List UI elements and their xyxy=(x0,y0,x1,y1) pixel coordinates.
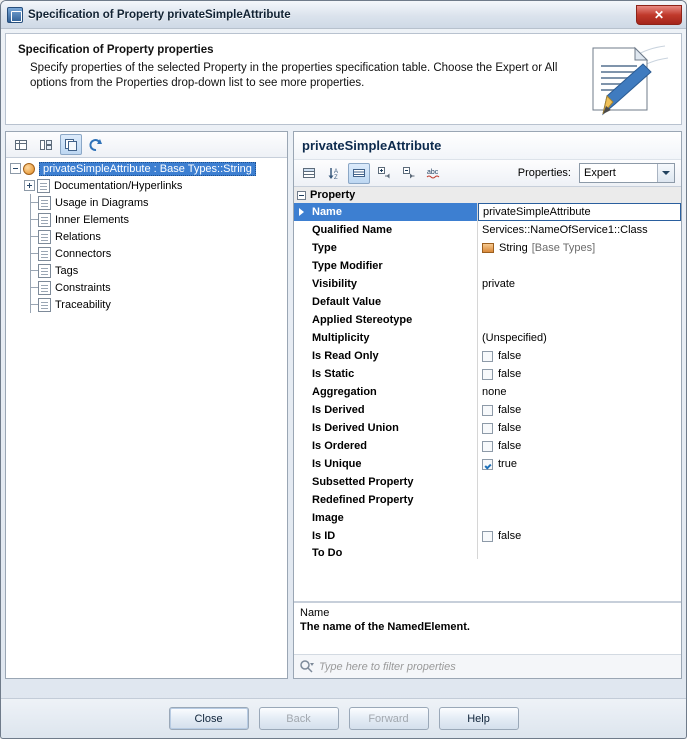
table-row[interactable] xyxy=(294,221,681,239)
property-value-type-modifier[interactable] xyxy=(478,257,681,275)
property-value-is-ordered[interactable] xyxy=(478,437,681,455)
table-row[interactable] xyxy=(294,257,681,275)
document-icon xyxy=(38,247,51,261)
property-name: Image xyxy=(312,512,344,524)
property-name: Visibility xyxy=(312,278,358,290)
table-row[interactable] xyxy=(294,509,681,527)
tree-item-documentation-hyperlinks[interactable] xyxy=(8,177,287,194)
filter-search-icon[interactable] xyxy=(299,659,315,675)
property-name: Type xyxy=(312,242,337,254)
table-row[interactable] xyxy=(294,329,681,347)
properties-pane xyxy=(293,131,682,679)
property-value-visibility[interactable]: private xyxy=(482,278,516,290)
checkbox-is-read-only[interactable] xyxy=(482,351,493,362)
table-row[interactable] xyxy=(294,383,681,401)
table-row[interactable] xyxy=(294,311,681,329)
table-group-label: Property xyxy=(310,189,356,201)
property-name: Is ID xyxy=(312,530,336,542)
property-value-is-unique[interactable] xyxy=(478,455,681,473)
app-icon xyxy=(7,7,23,23)
table-row[interactable] xyxy=(294,437,681,455)
copy-icon[interactable] xyxy=(60,134,82,155)
checkbox-label: false xyxy=(498,440,522,452)
property-name: Type Modifier xyxy=(312,260,383,272)
document-pencil-icon xyxy=(573,44,669,118)
checkbox-label: false xyxy=(498,530,522,542)
property-value-image[interactable] xyxy=(478,509,681,527)
expander-icon[interactable] xyxy=(10,163,21,174)
properties-toolbar xyxy=(294,160,681,187)
table-group-header[interactable] xyxy=(294,187,681,203)
header-banner xyxy=(5,33,682,125)
svg-text:abc: abc xyxy=(427,169,439,176)
property-name: Applied Stereotype xyxy=(312,314,413,326)
tree-item-usage-in-diagrams[interactable] xyxy=(8,194,287,211)
collapse-all-icon[interactable] xyxy=(398,163,420,184)
svg-text:A: A xyxy=(334,169,339,175)
header-description: Specify properties of the selected Property in the properties specification table. Choose the Expert or All options from the Properties drop-down list to see more properties. xyxy=(30,62,558,89)
checkbox-is-derived-union[interactable] xyxy=(482,423,493,434)
property-value-applied-stereotype[interactable] xyxy=(478,311,681,329)
page-title: privateSimpleAttribute xyxy=(294,132,681,160)
tree-item-label: Documentation/Hyperlinks xyxy=(54,179,183,192)
document-icon xyxy=(38,230,51,244)
checkbox-label: false xyxy=(498,404,522,416)
sort-az-icon[interactable] xyxy=(323,163,345,184)
tree-item-tags[interactable] xyxy=(8,262,287,279)
document-icon xyxy=(38,281,51,295)
properties-filter-label: Properties: xyxy=(517,167,571,179)
title-bar xyxy=(1,1,686,29)
tree-item-label: Usage in Diagrams xyxy=(55,196,149,209)
tree-item-label: Traceability xyxy=(55,298,111,311)
table-row[interactable] xyxy=(294,203,681,221)
current-row-marker-icon xyxy=(299,208,304,216)
description-title: Name xyxy=(300,607,330,619)
tree-item-label: Constraints xyxy=(55,281,111,294)
property-name: Is Unique xyxy=(312,458,362,470)
footer-buttons xyxy=(1,698,686,738)
property-name: Aggregation xyxy=(312,386,377,398)
tree-item-label: Tags xyxy=(55,264,79,277)
properties-dropdown[interactable] xyxy=(579,163,675,183)
property-name: Default Value xyxy=(312,296,382,308)
dialog-body xyxy=(5,131,682,679)
checkbox-is-ordered[interactable] xyxy=(482,441,493,452)
checkbox-label: false xyxy=(498,368,522,380)
property-name: Name xyxy=(312,206,342,218)
document-icon xyxy=(37,179,50,193)
property-value-default-value[interactable] xyxy=(478,293,681,311)
spelling-abc-icon[interactable] xyxy=(423,163,445,184)
expander-icon[interactable] xyxy=(24,180,35,191)
document-icon xyxy=(38,196,51,210)
checkbox-label: true xyxy=(498,458,517,470)
property-name: Subsetted Property xyxy=(312,476,414,488)
model-tree[interactable] xyxy=(6,158,287,678)
back-button[interactable]: Back xyxy=(259,707,339,730)
table-row[interactable] xyxy=(294,239,681,257)
close-button[interactable]: Close xyxy=(169,707,249,730)
property-value-is-static[interactable] xyxy=(478,365,681,383)
table-row[interactable] xyxy=(294,365,681,383)
property-name: Is Ordered xyxy=(312,440,368,452)
description-text: The name of the NamedElement. xyxy=(300,621,470,633)
svg-text:Z: Z xyxy=(334,175,338,180)
tree-toolbar xyxy=(6,132,287,158)
table-row[interactable] xyxy=(294,419,681,437)
chevron-down-icon[interactable] xyxy=(657,164,674,182)
forward-button[interactable]: Forward xyxy=(349,707,429,730)
type-owner: [Base Types] xyxy=(531,242,596,254)
checkbox-is-id[interactable] xyxy=(482,531,493,542)
property-name: Is Static xyxy=(312,368,355,380)
tree-root-label: privateSimpleAttribute : Base Types::String xyxy=(39,162,256,176)
property-value-type[interactable] xyxy=(478,239,681,257)
checkbox-is-static[interactable] xyxy=(482,369,493,380)
property-name: Redefined Property xyxy=(312,494,414,506)
table-view-icon[interactable] xyxy=(10,134,32,155)
property-name: To Do xyxy=(312,547,343,559)
window-title: Specification of Property privateSimpleAttribute xyxy=(28,8,291,21)
table-row[interactable] xyxy=(294,275,681,293)
tree-item-label: Connectors xyxy=(55,247,112,260)
document-icon xyxy=(38,264,51,278)
tree-item-traceability[interactable] xyxy=(8,296,287,313)
filter-input[interactable]: Type here to filter properties xyxy=(319,660,456,673)
property-value-qualified-name[interactable]: Services::NameOfService1::Class xyxy=(482,224,648,236)
property-icon xyxy=(23,163,35,175)
type-name: String xyxy=(499,242,528,254)
refresh-icon[interactable] xyxy=(85,134,107,155)
property-value-is-derived-union[interactable] xyxy=(478,419,681,437)
property-value-aggregation[interactable]: none xyxy=(482,386,507,398)
table-row[interactable] xyxy=(294,293,681,311)
description-panel xyxy=(294,602,681,654)
property-value-is-read-only[interactable] xyxy=(478,347,681,365)
expand-all-icon[interactable] xyxy=(373,163,395,184)
table-row[interactable] xyxy=(294,545,681,575)
properties-table[interactable] xyxy=(294,187,681,602)
property-value-to-do[interactable] xyxy=(478,545,681,547)
group-by-icon[interactable] xyxy=(298,163,320,184)
property-value-redefined-property[interactable] xyxy=(478,491,681,509)
tree-item-connectors[interactable] xyxy=(8,245,287,262)
tree-item-label: Inner Elements xyxy=(55,213,129,226)
window-close-icon[interactable]: ✕ xyxy=(636,5,682,25)
tree-item-label: Relations xyxy=(55,230,101,243)
property-value-is-derived[interactable] xyxy=(478,401,681,419)
table-row[interactable] xyxy=(294,455,681,473)
document-icon xyxy=(38,298,51,312)
property-value-is-id[interactable] xyxy=(478,527,681,545)
table-row[interactable] xyxy=(294,401,681,419)
property-value-name[interactable]: privateSimpleAttribute xyxy=(478,203,681,221)
table-row[interactable] xyxy=(294,527,681,545)
tree-item-constraints[interactable] xyxy=(8,279,287,296)
flat-list-icon[interactable] xyxy=(348,163,370,184)
help-button[interactable]: Help xyxy=(439,707,519,730)
properties-dropdown-value: Expert xyxy=(584,167,616,179)
property-name: Is Read Only xyxy=(312,350,379,362)
checkbox-label: false xyxy=(498,422,522,434)
filter-bar[interactable] xyxy=(294,654,681,678)
checkbox-label: false xyxy=(498,350,522,362)
table-row[interactable] xyxy=(294,491,681,509)
tree-item-relations[interactable] xyxy=(8,228,287,245)
tree-root-node[interactable] xyxy=(8,160,287,177)
collapse-group-icon[interactable] xyxy=(297,191,306,200)
property-value-subsetted-property[interactable] xyxy=(478,473,681,491)
document-icon xyxy=(38,213,51,227)
tree-columns-icon[interactable] xyxy=(35,134,57,155)
tree-item-inner-elements[interactable] xyxy=(8,211,287,228)
datatype-icon xyxy=(482,243,494,253)
property-value-multiplicity[interactable]: (Unspecified) xyxy=(482,332,547,344)
property-name: Multiplicity xyxy=(312,332,370,344)
checkbox-is-unique[interactable] xyxy=(482,459,493,470)
property-name: Qualified Name xyxy=(312,224,393,236)
table-row[interactable] xyxy=(294,347,681,365)
checkbox-is-derived[interactable] xyxy=(482,405,493,416)
property-name: Is Derived Union xyxy=(312,422,399,434)
header-title: Specification of Property properties xyxy=(18,44,214,56)
property-name: Is Derived xyxy=(312,404,365,416)
table-row[interactable] xyxy=(294,473,681,491)
tree-pane xyxy=(5,131,288,679)
